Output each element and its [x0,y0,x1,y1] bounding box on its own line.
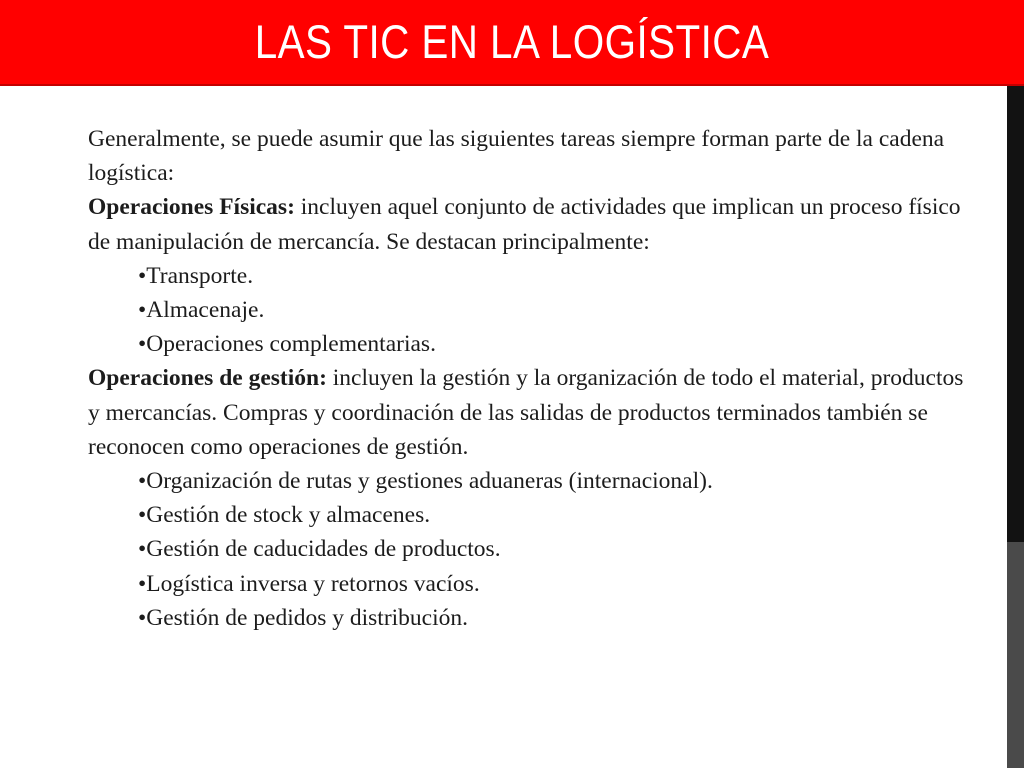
intro-paragraph: Generalmente, se puede asumir que las siguientes tareas siempre forman parte de la cadena logística: [88,126,945,187]
section-text-management: incluyen la gestión y la organización de todo el material, productos y mercancías. Compras y coordinación de las salidas de productos terminados también se reconocen como operaciones de gestión. [88,365,964,460]
list-item: •Operaciones complementarias. [138,331,436,358]
side-accent-bar-dark [1007,86,1024,542]
section-physical-operations [88,190,968,258]
list-item: •Almacenaje. [138,297,265,324]
section-heading-management: Operaciones de gestión: [88,365,327,392]
list-item: •Gestión de stock y almacenes. [138,502,431,529]
section-text-physical: incluyen aquel conjunto de actividades que implican un proceso físico de manipulación de mercancía. Se destacan principalmente: [88,194,961,255]
title-bar [0,0,1024,86]
slide-body [88,122,968,635]
side-accent-bar-grey [1007,542,1024,768]
list-item: •Organización de rutas y gestiones aduaneras (internacional). [138,468,713,495]
list-item: •Transporte. [138,262,254,289]
list-item: •Logística inversa y retornos vacíos. [138,570,480,597]
list-item: •Gestión de caducidades de productos. [138,536,501,563]
section-management-operations [88,361,968,464]
list-item: •Gestión de pedidos y distribución. [138,604,469,631]
section-heading-physical: Operaciones Físicas: [88,194,295,221]
slide-title: LAS TIC EN LA LOGÍSTICA [254,15,770,68]
